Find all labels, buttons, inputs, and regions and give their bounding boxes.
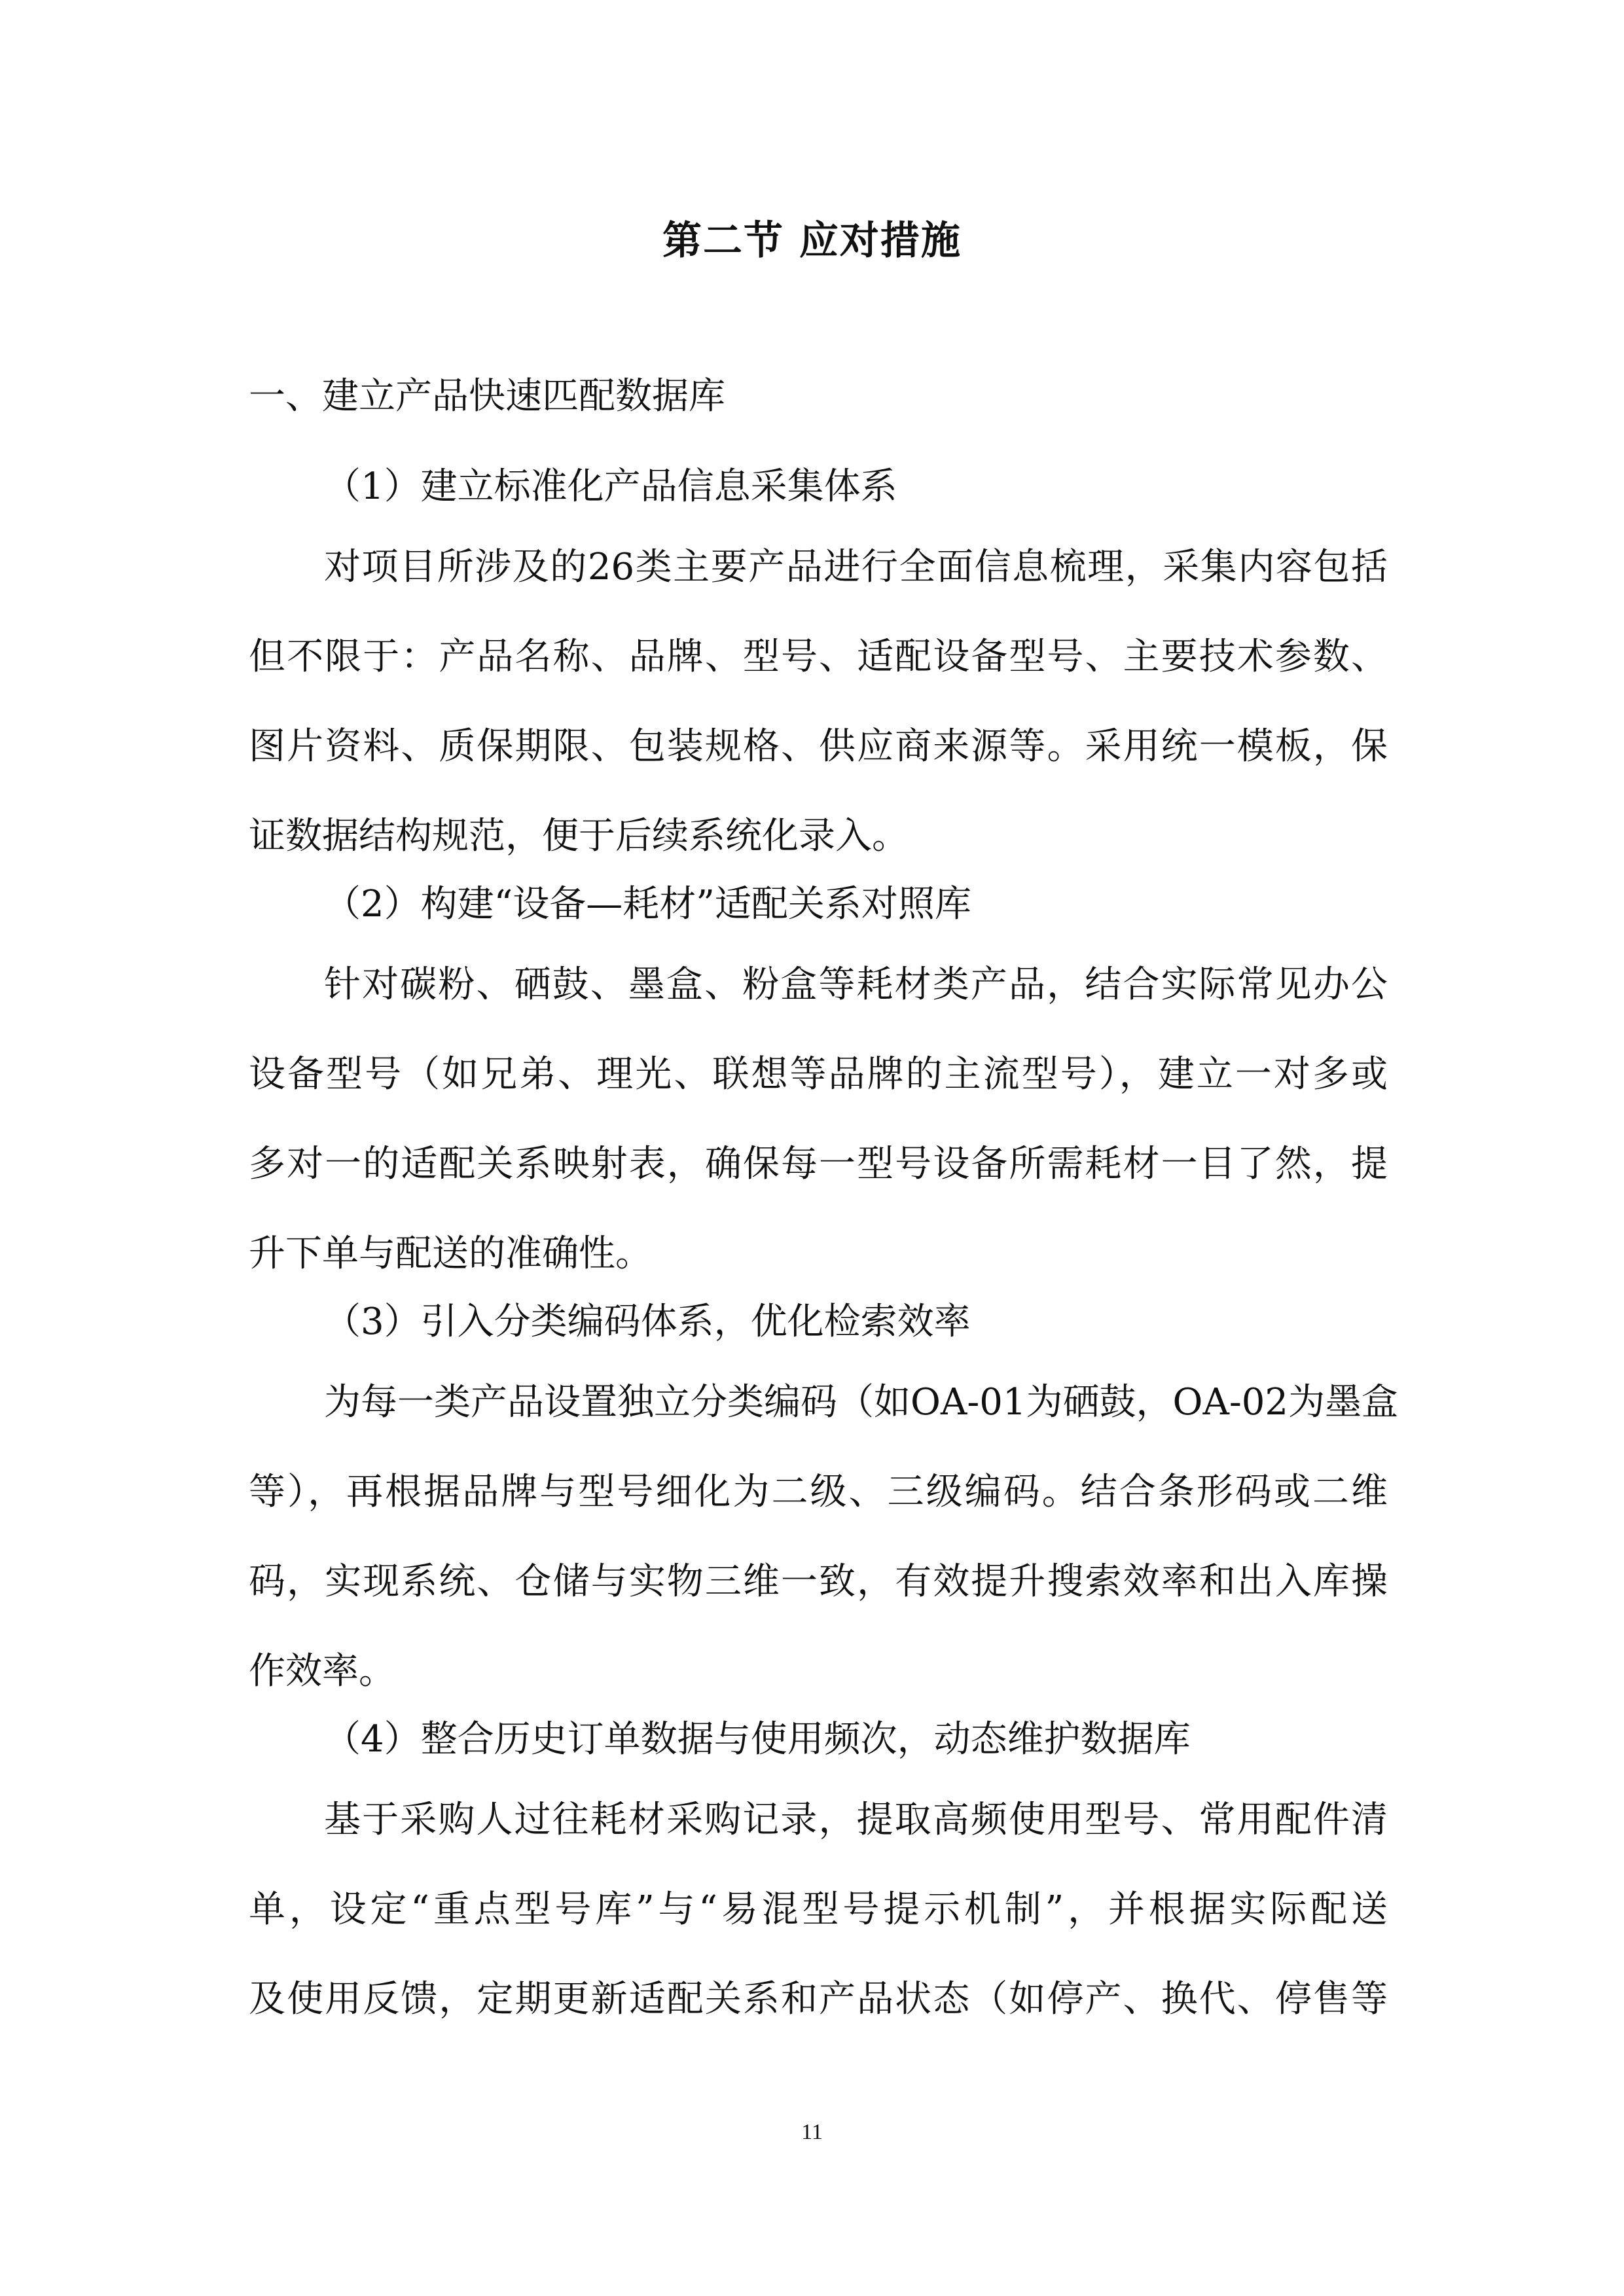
paragraph-line: 设备型号（如兄弟、理光、联想等品牌的主流型号），建立一对多或 <box>249 1053 1388 1096</box>
paragraph-line: 证数据结构规范，便于后续系统化录入。 <box>249 815 909 857</box>
paragraph-line: 码，实现系统、仓储与实物三维一致，有效提升搜索效率和出入库操 <box>249 1560 1388 1603</box>
paragraph-3 <box>249 1357 1399 1716</box>
paragraph-line: 作效率。 <box>249 1650 395 1693</box>
paragraph-2 <box>249 940 1388 1299</box>
subheading-4: （4）整合历史订单数据与使用频次，动态维护数据库 <box>324 1718 1191 1761</box>
paragraph-line: 为每一类产品设置独立分类编码（如OA-01为硒鼓，OA-02为墨盒 <box>324 1381 1399 1424</box>
paragraph-line: 对项目所涉及的26类主要产品进行全面信息梳理，采集内容包括 <box>324 546 1388 588</box>
paragraph-1 <box>249 522 1388 881</box>
section-title: 第二节 应对措施 <box>662 218 962 264</box>
paragraph-line: 升下单与配送的准确性。 <box>249 1232 652 1275</box>
paragraph-line: 等），再根据品牌与型号细化为二级、三级编码。结合条形码或二维 <box>249 1471 1388 1513</box>
page-number: 11 <box>801 2120 823 2144</box>
paragraph-4 <box>249 1775 1388 2044</box>
subheading-3: （3）引入分类编码体系，优化检索效率 <box>324 1300 971 1343</box>
paragraph-line: 但不限于：产品名称、品牌、型号、适配设备型号、主要技术参数、 <box>249 636 1388 678</box>
paragraph-line: 基于采购人过往耗材采购记录，提取高频使用型号、常用配件清 <box>324 1799 1388 1841</box>
subheading-2: （2）构建“设备—耗材”适配关系对照库 <box>324 883 971 925</box>
heading-level-1: 一、建立产品快速匹配数据库 <box>249 375 725 418</box>
paragraph-line: 针对碳粉、硒鼓、墨盒、粉盒等耗材类产品，结合实际常见办公 <box>324 963 1388 1006</box>
paragraph-line: 及使用反馈，定期更新适配关系和产品状态（如停产、换代、停售等 <box>249 1978 1388 2020</box>
paragraph-line: 单，设定“重点型号库”与“易混型号提示机制”，并根据实际配送 <box>249 1888 1388 1931</box>
paragraph-line: 图片资料、质保期限、包装规格、供应商来源等。采用统一模板，保 <box>249 725 1388 768</box>
subheading-1: （1）建立标准化产品信息采集体系 <box>324 465 897 508</box>
paragraph-line: 多对一的适配关系映射表，确保每一型号设备所需耗材一目了然，提 <box>249 1143 1388 1185</box>
